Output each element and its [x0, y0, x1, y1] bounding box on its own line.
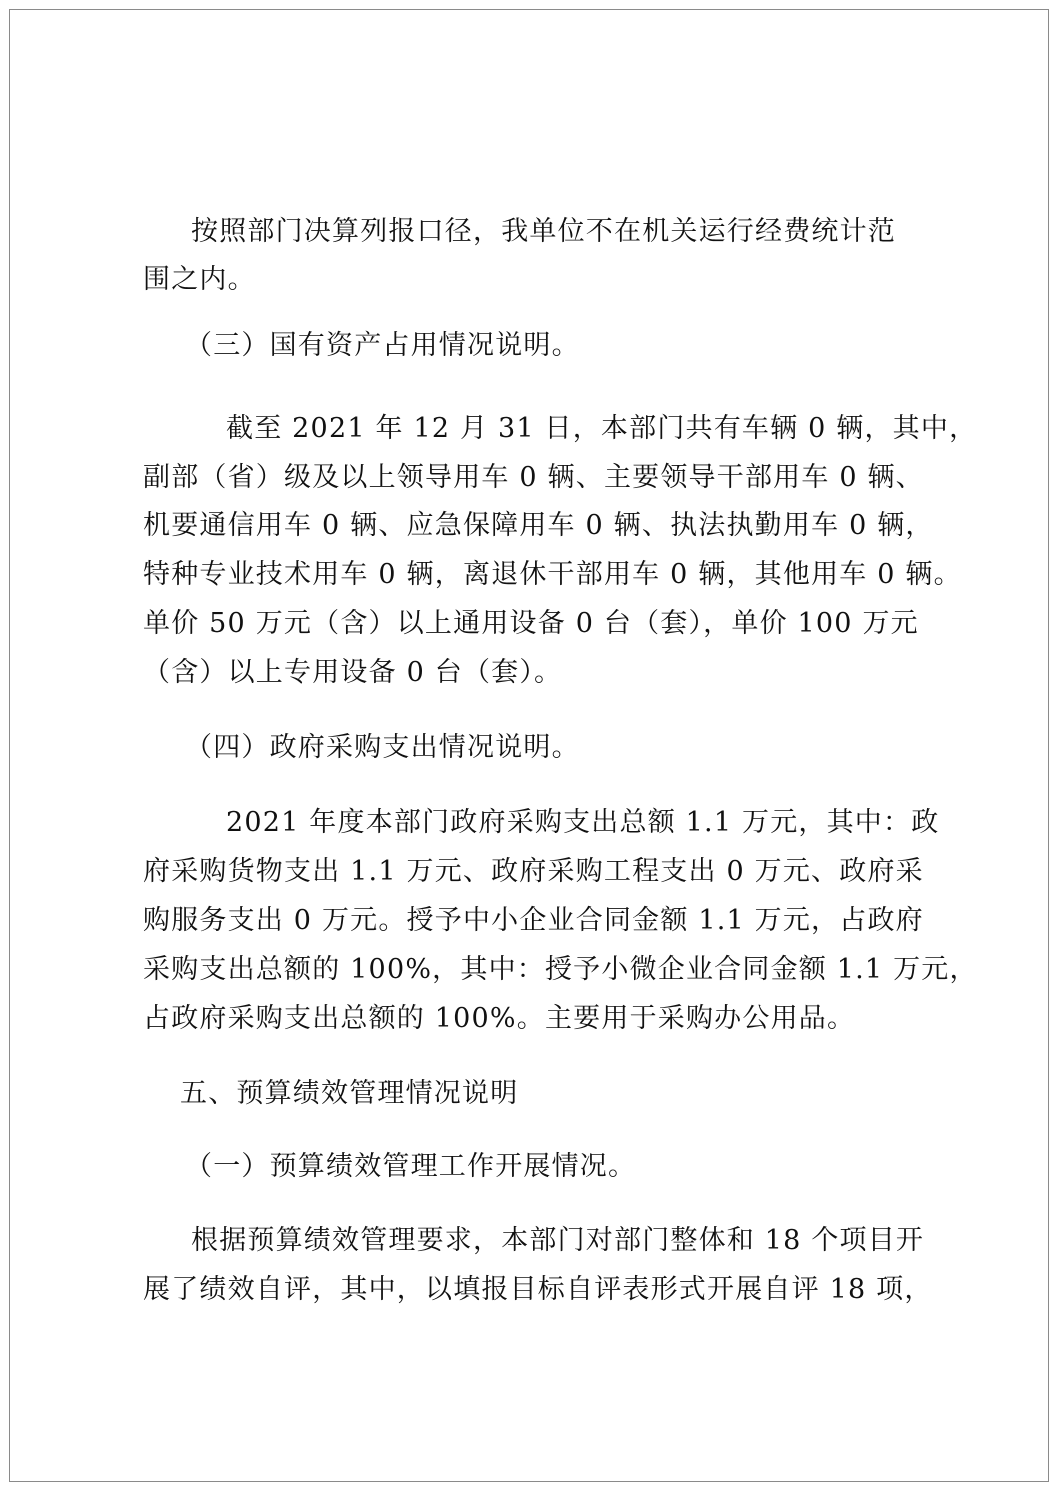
paragraph-line: 特种专业技术用车 0 辆，离退休干部用车 0 辆，其他用车 0 辆。 [143, 559, 962, 590]
paragraph-line: 单价 50 万元（含）以上通用设备 0 台（套），单价 100 万元 [143, 608, 919, 639]
paragraph-line: 机要通信用车 0 辆、应急保障用车 0 辆、执法执勤用车 0 辆， [143, 510, 934, 541]
paragraph-line: 2021 年度本部门政府采购支出总额 1.1 万元，其中：政 [226, 807, 940, 838]
chapter-heading: 五、预算绩效管理情况说明 [180, 1078, 519, 1109]
paragraph-line: 展了绩效自评，其中，以填报目标自评表形式开展自评 18 项， [143, 1274, 933, 1305]
paragraph-line: 府采购货物支出 1.1 万元、政府采购工程支出 0 万元、政府采 [143, 856, 924, 887]
paragraph-line: 占政府采购支出总额的 100%。主要用于采购办公用品。 [143, 1003, 856, 1034]
section-heading: （一）预算绩效管理工作开展情况。 [185, 1151, 637, 1182]
section-heading: （三）国有资产占用情况说明。 [185, 330, 580, 361]
paragraph-line: 根据预算绩效管理要求，本部门对部门整体和 18 个项目开 [191, 1225, 925, 1256]
paragraph-line: 围之内。 [143, 264, 256, 295]
paragraph-line: 截至 2021 年 12 月 31 日，本部门共有车辆 0 辆，其中， [226, 413, 978, 444]
paragraph-line: 购服务支出 0 万元。授予中小企业合同金额 1.1 万元，占政府 [143, 905, 924, 936]
paragraph-line: （含）以上专用设备 0 台（套）。 [143, 657, 563, 688]
section-heading: （四）政府采购支出情况说明。 [185, 732, 580, 763]
paragraph-line: 采购支出总额的 100%，其中：授予小微企业合同金额 1.1 万元， [143, 954, 978, 985]
paragraph-line: 按照部门决算列报口径，我单位不在机关运行经费统计范 [191, 216, 896, 247]
document-page [9, 9, 1049, 1482]
paragraph-line: 副部（省）级及以上领导用车 0 辆、主要领导干部用车 0 辆、 [143, 462, 924, 493]
